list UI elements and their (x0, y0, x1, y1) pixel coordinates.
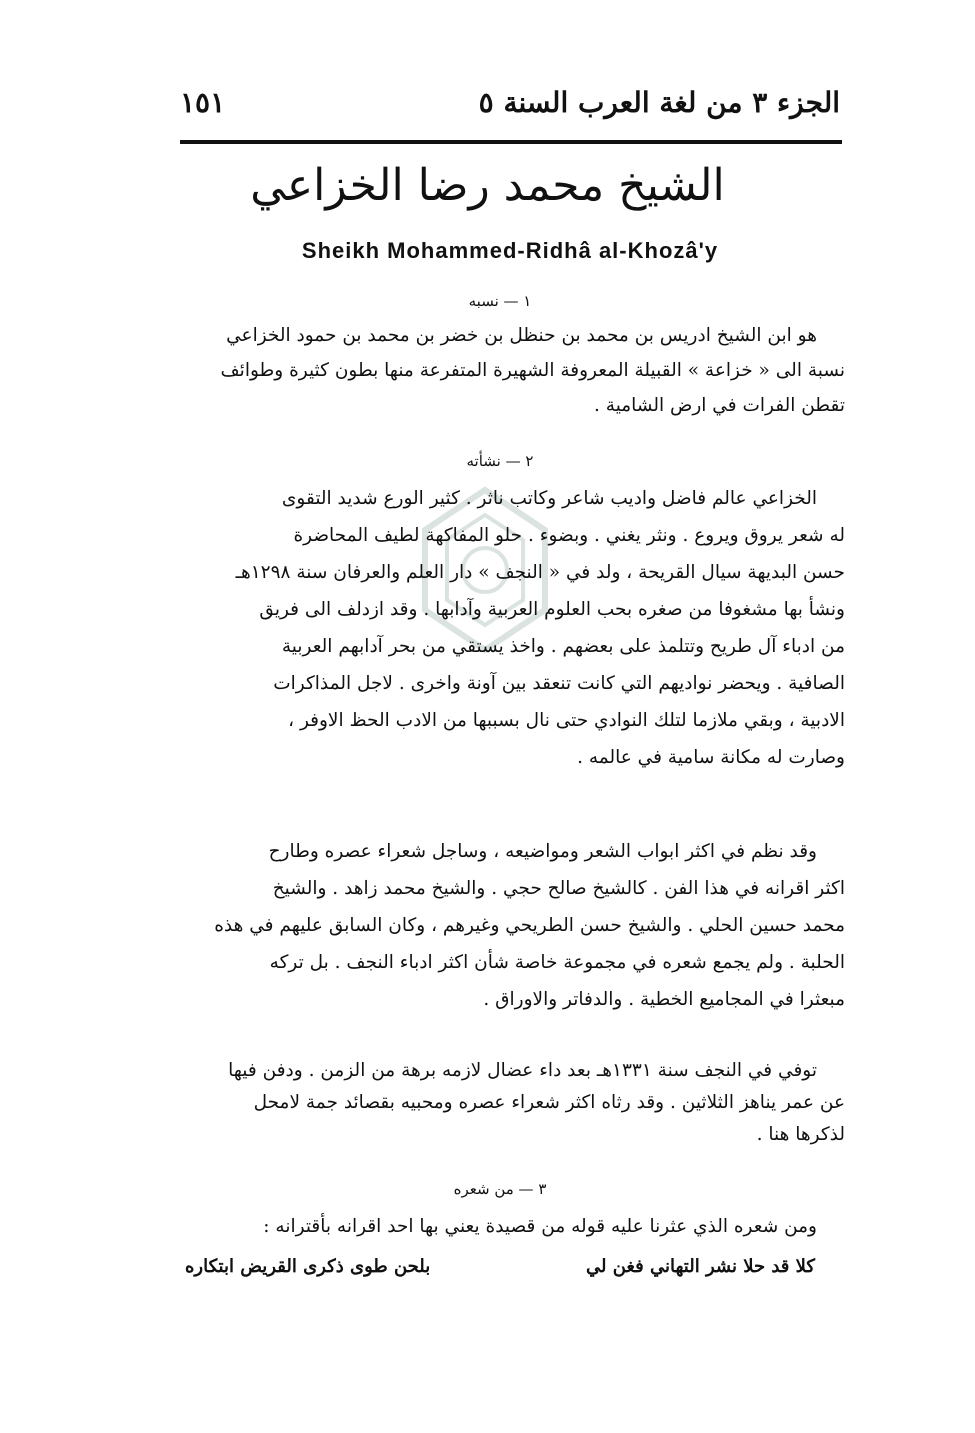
text-line: محمد حسين الحلي . والشيخ حسن الطريحي وغيرهم ، وكان السابق عليهم في هذه (214, 915, 845, 936)
section-heading-verses: ٣ — من شعره (453, 1180, 547, 1198)
text-line: تقطن الفرات في ارض الشامية . (594, 395, 845, 416)
article-title-arabic: الشيخ محمد رضا الخزاعي (250, 160, 725, 211)
text-line: الخزاعي عالم فاضل واديب شاعر وكاتب ناثر . كثير الورع شديد التقوى (281, 488, 817, 509)
text-line: هو ابن الشيخ ادريس بن محمد بن حنظل بن خضر بن محمد بن حمود الخزاعي (226, 325, 817, 346)
running-header (180, 82, 840, 122)
text-line: عن عمر يناهز الثلاثين . وقد رثاه اكثر شعراء عصره ومحبيه بقصائد جمة لامحل (253, 1092, 845, 1113)
text-line: مبعثرا في المجاميع الخطية . والدفاتر والاوراق . (483, 989, 845, 1010)
text-line: الصافية . ويحضر نواديهم التي كانت تنعقد بين آونة واخرى . لاجل المذاكرات (273, 673, 845, 694)
text-line: من ادباء آل طريح وتتلمذ على بعضهم . واخذ يستقي من بحر آدابهم العربية (281, 636, 845, 657)
text-line: الادبية ، وبقي ملازما لتلك النوادي حتى نال بسببها من الادب الحظ الاوفر ، (288, 710, 845, 731)
paragraph-poetry (185, 833, 845, 1018)
verse-first-hemistich: كلا قد حلا نشر التهاني فغن لي (585, 1256, 815, 1277)
text-line: اكثر اقرانه في هذا الفن . كالشيخ صالح حجي . والشيخ محمد زاهد . والشيخ (272, 878, 845, 899)
article-title-latin: Sheikh Mohammed-Ridhâ al-Khozâ'y (301, 238, 719, 263)
text-line: حسن البديهة سيال القريحة ، ولد في « النجف » دار العلم والعرفان سنة ١٢٩٨هـ (235, 562, 845, 583)
text-line: ونشأ بها مشغوفا من صغره بحب العلوم العربية وآدابها . وقد ازدلف الى فريق (259, 599, 845, 620)
verse-second-hemistich: بلحن طوى ذكرى القريض ابتكاره (185, 1256, 431, 1277)
poem-verse (185, 1256, 815, 1277)
text-line: نسبة الى « خزاعة » القبيلة المعروفة الشهيرة المتفرعة منها بطون كثيرة وطوائف (220, 360, 845, 381)
running-title: الجزء ٣ من لغة العرب السنة ٥ (478, 85, 840, 119)
section-heading-upbringing: ٢ — نشأته (466, 452, 534, 470)
paragraph-death (185, 1055, 845, 1151)
page-number: ١٥١ (180, 85, 226, 119)
text-line: وقد نظم في اكثر ابواب الشعر ومواضيعه ، وساجل شعراء عصره وطارح (268, 841, 817, 862)
text-line: لذكرها هنا . (756, 1124, 845, 1145)
text-line: الحلبة . ولم يجمع شعره في مجموعة خاصة شأن اكثر ادباء النجف . بل تركه (269, 952, 845, 973)
text-line: له شعر يروق ويروع . ونثر يغني . وبضوء . حلو المفاكهة لطيف المحاضرة (293, 525, 845, 546)
text-line: ومن شعره الذي عثرنا عليه قوله من قصيدة يعني بها احد اقرانه بأقترانه : (263, 1216, 817, 1237)
paragraph-upbringing (185, 480, 845, 776)
text-line: وصارت له مكانة سامية في عالمه . (577, 747, 845, 768)
paragraph-verse-intro (185, 1210, 845, 1244)
text-line: توفي في النجف سنة ١٣٣١هـ بعد داء عضال لازمه برهة من الزمن . ودفن فيها (228, 1060, 817, 1081)
section-heading-lineage: ١ — نسبه (468, 292, 532, 310)
paragraph-lineage (185, 318, 845, 423)
header-rule (180, 140, 842, 144)
